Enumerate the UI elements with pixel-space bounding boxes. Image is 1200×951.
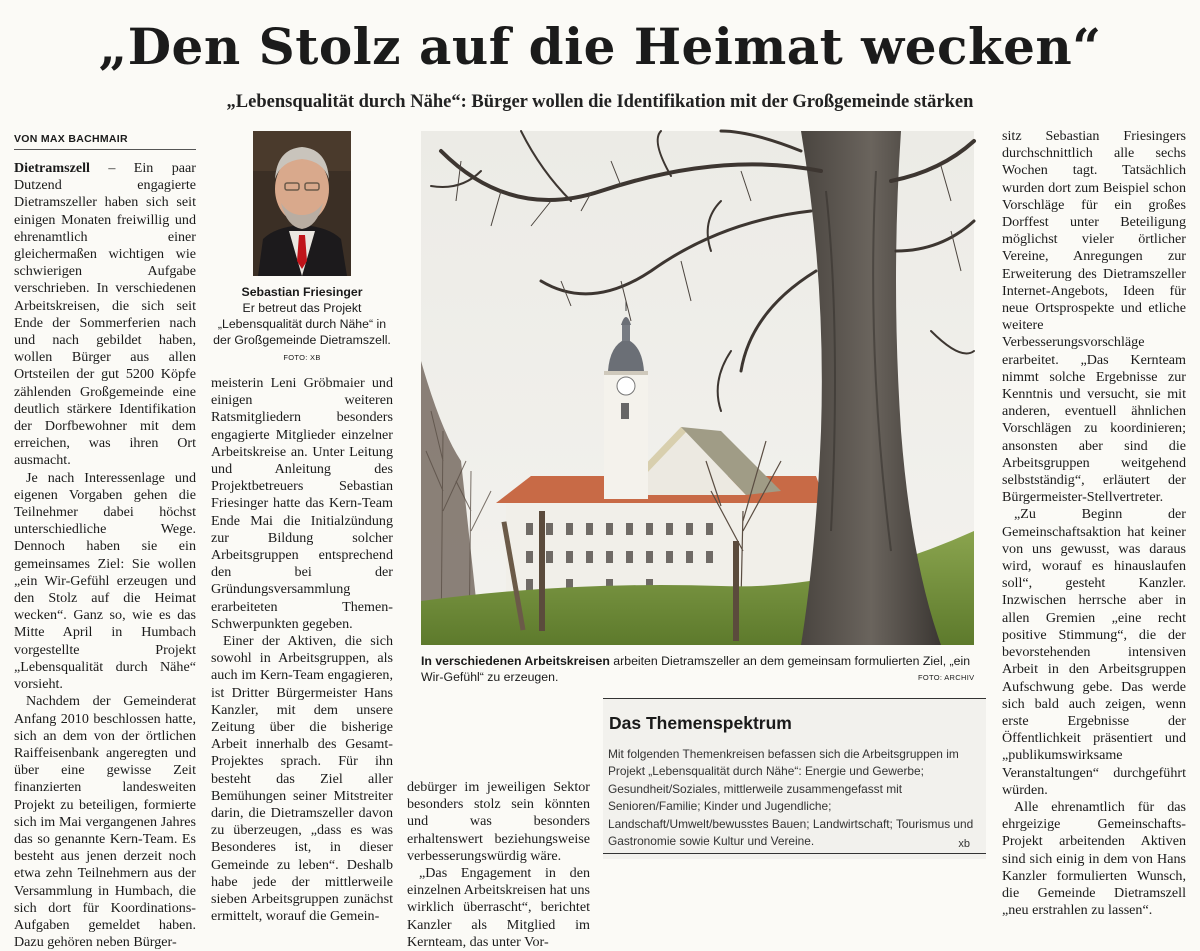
paragraph: debürger im jeweiligen Sektor besonders stolz sein könnten und was besonders erhaltenswert beziehungsweise verbesserungswürdig wäre.	[407, 779, 590, 864]
portrait-photo	[253, 131, 351, 276]
article-column-3	[407, 779, 590, 950]
paragraph	[14, 160, 196, 470]
paragraph: „Zu Beginn der Gemeinschaftsaktion hat keiner von uns gewusst, was daraus wird, worauf es hinauslaufen soll“, gesteht Kanzler. Inzwischen herrsche aber in allen Gremien „eine recht positive Stimmung“, die der bevorstehenden intensiven Arbeit in den Arbeitsgruppen Aufschwung gebe. Das werde sich bald auch zeigen, wenn erste Ergebnisse der Öffentlichkeit präsentiert und „publikumswirksame Veranstaltungen“ durchgeführt würden.	[1002, 506, 1186, 798]
main-photo-credit: FOTO: ARCHIV	[918, 673, 975, 682]
main-photo-image	[421, 131, 974, 645]
info-box-title: Das Themenspektrum	[609, 713, 792, 733]
divider	[603, 853, 986, 854]
dateline: Dietramszell	[14, 160, 90, 176]
paragraph: Einer der Aktiven, die sich sowohl in Arbeitsgruppen, als auch im Kern-Team engagieren, ist Dritter Bürgermeister Hans Kanzler, mit dem unsere Zeitung über die bisherige Arbeit innerhalb des Gesamt-Projektes sprach. Für ihn besteht das Ziel aller Bemühungen seiner Mitstreiter darin, die Dietramszeller davon zu überzeugen, „dass es was Besonderes ist, in dieser Gemeinde zu leben“. Deshalb habe jede der mittlerweile sieben Arbeitsgruppen zunächst ermittelt, worauf die Gemein-	[211, 633, 393, 925]
paragraph: „Das Engagement in den einzelnen Arbeitskreisen hat uns wirklich überrascht“, berichtet Kanzler als Mitglied im Kernteam, das unter Vor-	[407, 865, 590, 950]
paragraph-text: – Ein paar Dutzend engagierte Dietramszeller haben sich seit einigen Monaten freiwillig und ehrenamtlich einer gleichermaßen wichtigen wie schwierigen Aufgabe verschrieben. In verschiedenen Arbeitskreisen, die sich seit Ende der Sommerferien nach und nach gebildet haben, wollen Bürger aus allen Ortsteilen der gut 5200 Köpfe zählenden Großgemeinde eine deutlich stärkere Identifikation der Dorfbewohner mit dem erreichen, was ihren Ort ausmacht.	[14, 160, 196, 469]
portrait-caption-text: Er betreut das Projekt „Lebensqualität durch Nähe“ in der Großgemeinde Dietramszell.	[213, 301, 391, 347]
subheadline: „Lebensqualität durch Nähe“: Bürger wollen die Identifikation mit der Großgemeinde stärken	[226, 92, 974, 112]
main-photo-caption	[421, 653, 974, 685]
paragraph: Alle ehrenamtlich für das ehrgeizige Gemeinschafts-Projekt arbeitenden Aktiven sind sich einig in dem von Hans Kanzler formulierten Wunsch, die Gemeinde Dietramszell „neu erstrahlen zu lassen“.	[1002, 798, 1186, 919]
main-photo	[421, 131, 974, 645]
portrait-caption	[211, 284, 393, 366]
info-box-body: Mit folgenden Themenkreisen befassen sich die Arbeitsgruppen im Projekt „Lebensqualität durch Nähe“: Energie und Gewerbe; Gesundheit/Soziales, mittlerweile zusammengefasst mit Senioren/Familie; Kinder und Jugendliche; Landschaft/Umwelt/bewusstes Bauen; Landwirtschaft; Tourismus und Gastronomie sowie Kultur und Vereine.	[608, 747, 974, 849]
paragraph: sitz Sebastian Friesingers durchschnittlich alle sechs Wochen tagt. Tatsächlich wurden dort zum Beispiel schon Vorschläge für ein großes Dorffest unter Beteiligung möglichst vieler örtlicher Vereine, Anregungen zur Erweiterung des Dietramszeller Internet-Angebots, Ideen für neue Ortsprospekte und etliche weitere Verbesserungsvorschläge erarbeitet. „Das Kernteam nimmt solche Ergebnisse zur Kenntnis und versucht, sie mit anderen, eventuell ähnlichen Vorschlägen zu koordinieren; ansonsten aber sind die Arbeitsgruppen weitgehend selbstständig“, erläutert der Bürgermeister-Stellvertreter.	[1002, 128, 1186, 506]
paragraph: Je nach Interessenlage und eigenen Vorgaben gehen die Teilnehmer dabei höchst unterschiedliche Wege. Dennoch haben sie ein gemeinsames Ziel: Sie wollen „ein Wir-Gefühl erzeugen und den Stolz auf die Heimat wecken“. Ganz so, wie es das Mitte April in Humbach vorgestellte Projekt „Lebensqualität durch Nähe“ vorsieht.	[14, 469, 196, 693]
portrait-credit: FOTO: XB	[283, 353, 321, 362]
info-box-signature: xb	[958, 838, 970, 850]
byline: VON MAX BACHMAIR	[14, 133, 196, 150]
caption-text: arbeiten Dietramszeller an dem gemeinsam formulierten Ziel, „ein Wir-Gefühl“ zu erzeugen.	[421, 654, 971, 684]
article-column-1	[14, 160, 196, 951]
paragraph: meisterin Leni Gröbmaier und einigen weiteren Ratsmitgliedern besonders engagierte Mitglieder einzelner Arbeitskreise an. Unter Leitung und Anleitung des Projektbetreuers Sebastian Friesinger hatte das Kern-Team Ende Mai die Initialzündung zur Bildung solcher Arbeitsgruppen entsprechend den bei der Gründungsversammlung erarbeiteten Themen-Schwerpunkten gegeben.	[211, 375, 393, 632]
portrait-name: Sebastian Friesinger	[241, 285, 363, 299]
article-column-2	[211, 375, 393, 925]
paragraph: Nachdem der Gemeinderat Anfang 2010 beschlossen hatte, sich an dem von der örtlichen Raiffeisenbank angeregten und über eine gewisse Zeit finanzierten landesweiten Projekt zu beteiligen, formierte sich im Mai vergangenen Jahres das so genannte Kern-Team. Es besteht aus jenen derzeit noch etwa zehn Teilnehmern aus der Versammlung in Humbach, die sich dort für Koordinations-Aufgaben gemeldet haben. Dazu gehören neben Bürger-	[14, 693, 196, 951]
caption-lead: In verschiedenen Arbeitskreisen	[421, 654, 610, 668]
portrait-image	[253, 131, 351, 276]
article-column-4	[1002, 128, 1186, 919]
info-box	[603, 698, 986, 859]
headline: „Den Stolz auf die Heimat wecken“	[98, 17, 1102, 76]
